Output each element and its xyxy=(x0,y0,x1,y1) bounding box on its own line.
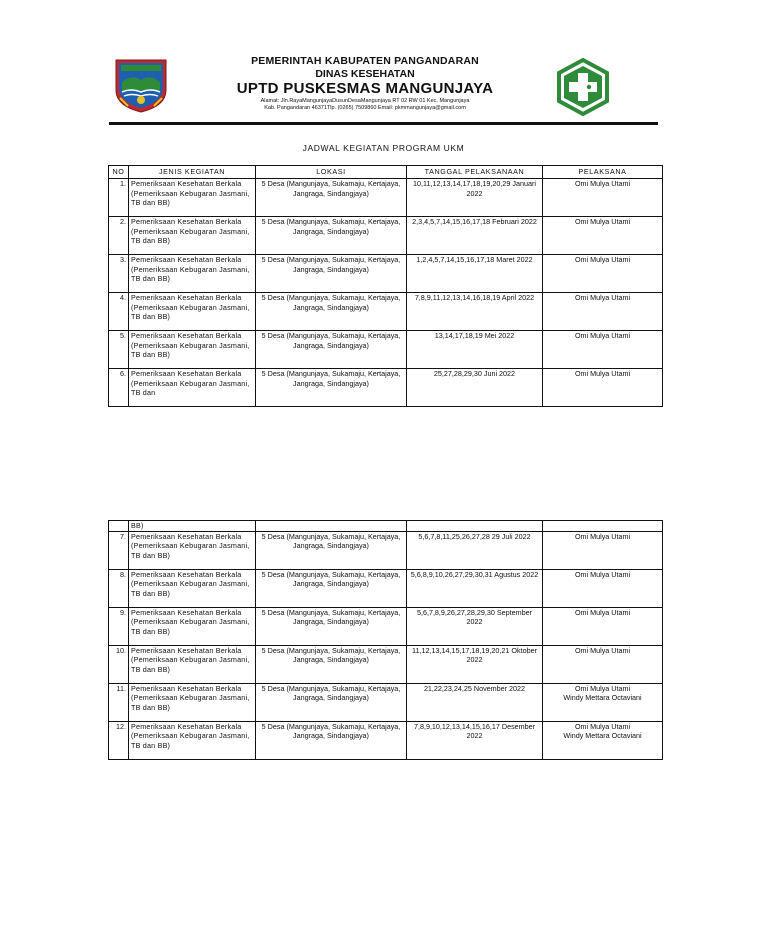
cell-jenis-continuation: BB) xyxy=(129,521,256,532)
cell-no: 4. xyxy=(109,293,129,331)
letterhead-department: DINAS KESEHATAN xyxy=(315,68,415,80)
table-row xyxy=(109,569,663,607)
cell-lokasi: 5 Desa (Mangunjaya, Sukamaju, Kertajaya, Jangraga, Sindangjaya) xyxy=(256,531,407,569)
cell-pelaksana: Omi Mulya Utami xyxy=(543,217,663,255)
cell-jenis: Pemeriksaan Kesehatan Berkala (Pemeriksaan Kebugaran Jasmani, TB dan BB) xyxy=(129,721,256,759)
schedule-table-page-1 xyxy=(108,165,663,407)
letterhead-government: PEMERINTAH KABUPATEN PANGANDARAN xyxy=(251,55,479,67)
cell-jenis: Pemeriksaan Kesehatan Berkala (Pemeriksaan Kebugaran Jasmani, TB dan BB) xyxy=(129,531,256,569)
cell-jenis-text: Pemeriksaan Kesehatan Berkala (Pemeriksaan Kebugaran Jasmani, TB dan BB) xyxy=(131,179,250,207)
cell-jenis: Pemeriksaan Kesehatan Berkala (Pemeriksaan Kebugaran Jasmani, TB dan BB) xyxy=(129,645,256,683)
cell-no: 3. xyxy=(109,255,129,293)
letterhead-institution: UPTD PUSKESMAS MANGUNJAYA xyxy=(236,80,494,97)
cell-pelaksana: Omi Mulya Utami xyxy=(543,569,663,607)
pelaksana-name-1: Omi Mulya Utami xyxy=(574,721,631,731)
cell-no: 6. xyxy=(109,369,129,407)
cell-lokasi: 5 Desa (Mangunjaya, Sukamaju, Kertajaya, Jangraga, Sindangjaya) xyxy=(256,369,407,407)
cell-pelaksana: Omi Mulya Utami xyxy=(543,179,663,217)
letterhead-address-2: Kab. Pangandaran 46371Tlp. (0265) 7509860 Email: pkmmangunjaya@gmail.com xyxy=(264,105,466,111)
cell-tanggal xyxy=(407,521,543,532)
cell-jenis-text: Pemeriksaan Kesehatan Berkala (Pemeriksaan Kebugaran Jasmani, TB dan BB) xyxy=(131,217,250,245)
document-title: JADWAL KEGIATAN PROGRAM UKM xyxy=(302,143,465,153)
cell-jenis: Pemeriksaan Kesehatan Berkala (Pemeriksaan Kebugaran Jasmani, TB dan BB) xyxy=(129,683,256,721)
cell-jenis: Pemeriksaan Kesehatan Berkala (Pemeriksaan Kebugaran Jasmani, TB dan BB) xyxy=(129,607,256,645)
cell-jenis xyxy=(129,331,256,369)
cell-lokasi: 5 Desa (Mangunjaya, Sukamaju, Kertajaya, Jangraga, Sindangjaya) xyxy=(256,607,407,645)
cell-pelaksana: Omi Mulya Utami xyxy=(543,255,663,293)
pelaksana-name-2: Windy Mettara Octaviani xyxy=(563,693,642,702)
header-jenis-kegiatan: JENIS KEGIATAN xyxy=(129,166,256,179)
table-row xyxy=(109,331,663,369)
header-pelaksana: PELAKSANA xyxy=(543,166,663,179)
pelaksana-name-1: Omi Mulya Utami xyxy=(574,683,631,693)
cell-lokasi: 5 Desa (Mangunjaya, Sukamaju, Kertajaya, Jangraga, Sindangjaya) xyxy=(256,179,407,217)
table-row-continuation xyxy=(109,521,663,532)
cell-pelaksana: Omi Mulya Utami xyxy=(543,293,663,331)
cell-tanggal: 13,14,17,18,19 Mei 2022 xyxy=(407,331,543,369)
cell-lokasi: 5 Desa (Mangunjaya, Sukamaju, Kertajaya, Jangraga, Sindangjaya) xyxy=(256,721,407,759)
cell-no: 11. xyxy=(109,683,129,721)
cell-no: 2. xyxy=(109,217,129,255)
table-row xyxy=(109,179,663,217)
cell-tanggal: 1,2,4,5,7,14,15,16,17,18 Maret 2022 xyxy=(407,255,543,293)
letterhead-address-1: Alamat: Jln.RayaMangunjayaDusunDesaMangunjaya RT 02 RW 01 Kec. Mangunjaya xyxy=(260,98,470,104)
cell-lokasi: 5 Desa (Mangunjaya, Sukamaju, Kertajaya, Jangraga, Sindangjaya) xyxy=(256,569,407,607)
cell-pelaksana: Omi Mulya Utami xyxy=(543,369,663,407)
cell-pelaksana xyxy=(543,521,663,532)
cell-no: 1. xyxy=(109,179,129,217)
cell-no: 9. xyxy=(109,607,129,645)
table-row xyxy=(109,531,663,569)
cell-lokasi: 5 Desa (Mangunjaya, Sukamaju, Kertajaya, Jangraga, Sindangjaya) xyxy=(256,293,407,331)
cell-jenis xyxy=(129,293,256,331)
cell-pelaksana xyxy=(543,721,663,759)
cell-lokasi: 5 Desa (Mangunjaya, Sukamaju, Kertajaya, Jangraga, Sindangjaya) xyxy=(256,645,407,683)
cell-jenis xyxy=(129,369,256,407)
cell-no: 12. xyxy=(109,721,129,759)
cell-tanggal: 7,8,9,10,12,13,14,15,16,17 Desember 2022 xyxy=(407,721,543,759)
cell-no: 7. xyxy=(109,531,129,569)
cell-jenis-text: Pemeriksaan Kesehatan Berkala (Pemeriksaan Kebugaran Jasmani, TB dan BB) xyxy=(131,255,250,283)
cell-tanggal: 10,11,12,13,14,17,18,19,20,29 Januari 2022 xyxy=(407,179,543,217)
letterhead xyxy=(190,55,540,112)
cell-no xyxy=(109,521,129,532)
cell-lokasi: 5 Desa (Mangunjaya, Sukamaju, Kertajaya, Jangraga, Sindangjaya) xyxy=(256,217,407,255)
cell-lokasi: 5 Desa (Mangunjaya, Sukamaju, Kertajaya, Jangraga, Sindangjaya) xyxy=(256,331,407,369)
header-no: NO xyxy=(109,166,129,179)
letterhead-divider xyxy=(109,122,658,125)
table-row xyxy=(109,721,663,759)
table-header-row xyxy=(109,166,663,179)
cell-jenis: Pemeriksaan Kesehatan Berkala (Pemeriksaan Kebugaran Jasmani, TB dan BB) xyxy=(129,569,256,607)
cell-tanggal: 5,6,8,9,10,26,27,29,30,31 Agustus 2022 xyxy=(407,569,543,607)
cell-lokasi: 5 Desa (Mangunjaya, Sukamaju, Kertajaya, Jangraga, Sindangjaya) xyxy=(256,255,407,293)
schedule-table-page-2 xyxy=(108,520,663,760)
header-tanggal: TANGGAL PELAKSANAAN xyxy=(407,166,543,179)
pangandaran-regency-logo xyxy=(112,56,170,114)
table-row xyxy=(109,255,663,293)
cell-jenis xyxy=(129,217,256,255)
table-row xyxy=(109,607,663,645)
cell-jenis xyxy=(129,179,256,217)
cell-tanggal: 2,3,4,5,7,14,15,16,17,18 Februari 2022 xyxy=(407,217,543,255)
cell-pelaksana: Omi Mulya Utami xyxy=(543,531,663,569)
cell-lokasi: 5 Desa (Mangunjaya, Sukamaju, Kertajaya, Jangraga, Sindangjaya) xyxy=(256,683,407,721)
cell-jenis-text: Pemeriksaan Kesehatan Berkala (Pemeriksaan Kebugaran Jasmani, TB dan xyxy=(131,369,250,397)
cell-no: 10. xyxy=(109,645,129,683)
table-row xyxy=(109,683,663,721)
table-row xyxy=(109,293,663,331)
cell-tanggal: 21,22,23,24,25 November 2022 xyxy=(407,683,543,721)
cell-jenis xyxy=(129,255,256,293)
cell-jenis-text: Pemeriksaan Kesehatan Berkala (Pemeriksaan Kebugaran Jasmani, TB dan BB) xyxy=(131,331,250,359)
table-row xyxy=(109,217,663,255)
puskesmas-logo xyxy=(555,58,611,116)
cell-tanggal: 5,6,7,8,9,26,27,28,29,30 September 2022 xyxy=(407,607,543,645)
header-lokasi: LOKASI xyxy=(256,166,407,179)
cell-tanggal: 7,8,9,11,12,13,14,16,18,19 April 2022 xyxy=(407,293,543,331)
cell-tanggal: 25,27,28,29,30 Juni 2022 xyxy=(407,369,543,407)
cell-jenis-text: Pemeriksaan Kesehatan Berkala (Pemeriksaan Kebugaran Jasmani, TB dan BB) xyxy=(131,293,250,321)
cell-pelaksana: Omi Mulya Utami xyxy=(543,645,663,683)
cell-pelaksana: Omi Mulya Utami xyxy=(543,331,663,369)
cell-no: 5. xyxy=(109,331,129,369)
cell-no: 8. xyxy=(109,569,129,607)
cell-pelaksana xyxy=(543,683,663,721)
cell-tanggal: 5,6,7,8,11,25,26,27,28 29 Juli 2022 xyxy=(407,531,543,569)
cell-tanggal: 11,12,13,14,15,17,18,19,20,21 Oktober 2022 xyxy=(407,645,543,683)
table-row xyxy=(109,645,663,683)
pelaksana-name-2: Windy Mettara Octaviani xyxy=(563,731,642,740)
cell-pelaksana: Omi Mulya Utami xyxy=(543,607,663,645)
cell-lokasi xyxy=(256,521,407,532)
table-row xyxy=(109,369,663,407)
